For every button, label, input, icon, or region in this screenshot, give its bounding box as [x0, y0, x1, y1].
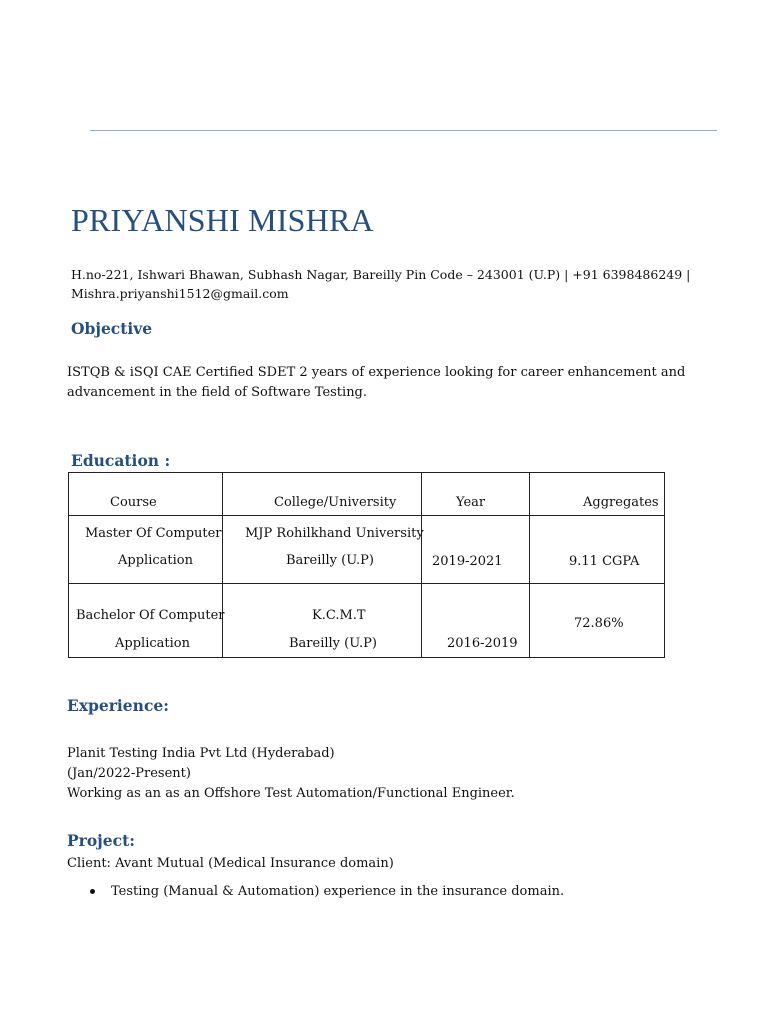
cell-text: Bareilly (U.P) — [289, 636, 377, 651]
column-header-college: College/University — [274, 495, 397, 510]
cell-text: Bareilly (U.P) — [286, 553, 374, 568]
project-bullet-item: Testing (Manual & Automation) experience in the insurance domain. — [111, 884, 565, 899]
table-cell-year — [422, 584, 530, 658]
education-heading: Education : — [71, 451, 171, 470]
column-header — [422, 473, 530, 516]
table-cell-year — [422, 516, 530, 584]
cell-text: 2016-2019 — [447, 636, 518, 651]
cell-text: Application — [118, 553, 193, 568]
cell-text: K.C.M.T — [312, 608, 366, 623]
education-table — [68, 472, 665, 658]
candidate-name: PRIYANSHI MISHRA — [71, 202, 374, 238]
table-row — [69, 516, 665, 584]
objective-line: ISTQB & iSQI CAE Certified SDET 2 years of experience looking for career enhancement and — [67, 365, 686, 380]
experience-period: (Jan/2022-Present) — [67, 766, 191, 781]
contact-line-address: H.no-221, Ishwari Bhawan, Subhash Nagar, Bareilly Pin Code – 243001 (U.P) | +91 6398486249 | — [71, 267, 691, 282]
project-client: Client: Avant Mutual (Medical Insurance domain) — [67, 856, 394, 871]
project-heading: Project: — [67, 831, 135, 850]
table-cell-college — [223, 584, 422, 658]
table-cell-college — [223, 516, 422, 584]
contact-info — [71, 265, 690, 303]
table-cell-aggregate — [530, 516, 665, 584]
objective-text — [67, 363, 685, 403]
cell-text: 9.11 CGPA — [569, 554, 640, 569]
column-header — [530, 473, 665, 516]
contact-line-email: Mishra.priyanshi1512@gmail.com — [71, 286, 289, 301]
column-header-year: Year — [456, 495, 486, 510]
table-header-row — [69, 473, 665, 516]
table-row — [69, 584, 665, 658]
cell-text: MJP Rohilkhand University — [245, 526, 424, 541]
column-header-course: Course — [110, 495, 157, 510]
cell-text: 2019-2021 — [432, 554, 503, 569]
bullet-icon — [90, 889, 95, 894]
objective-line: advancement in the field of Software Testing. — [67, 385, 368, 400]
table-cell-aggregate — [530, 584, 665, 658]
table-cell-course — [69, 584, 223, 658]
cell-text: Bachelor Of Computer — [76, 608, 225, 623]
column-header-aggregates: Aggregates — [583, 495, 659, 510]
header-divider — [90, 130, 717, 131]
column-header — [223, 473, 422, 516]
experience-details — [67, 744, 515, 804]
column-header — [69, 473, 223, 516]
objective-heading: Objective — [71, 319, 153, 338]
cell-text: Application — [115, 636, 190, 651]
cell-text: 72.86% — [574, 616, 624, 631]
cell-text: Master Of Computer — [85, 526, 222, 541]
table-cell-course — [69, 516, 223, 584]
experience-heading: Experience: — [67, 696, 169, 715]
experience-company: Planit Testing India Pvt Ltd (Hyderabad) — [67, 746, 335, 761]
experience-role: Working as an as an Offshore Test Automation/Functional Engineer. — [67, 786, 515, 801]
